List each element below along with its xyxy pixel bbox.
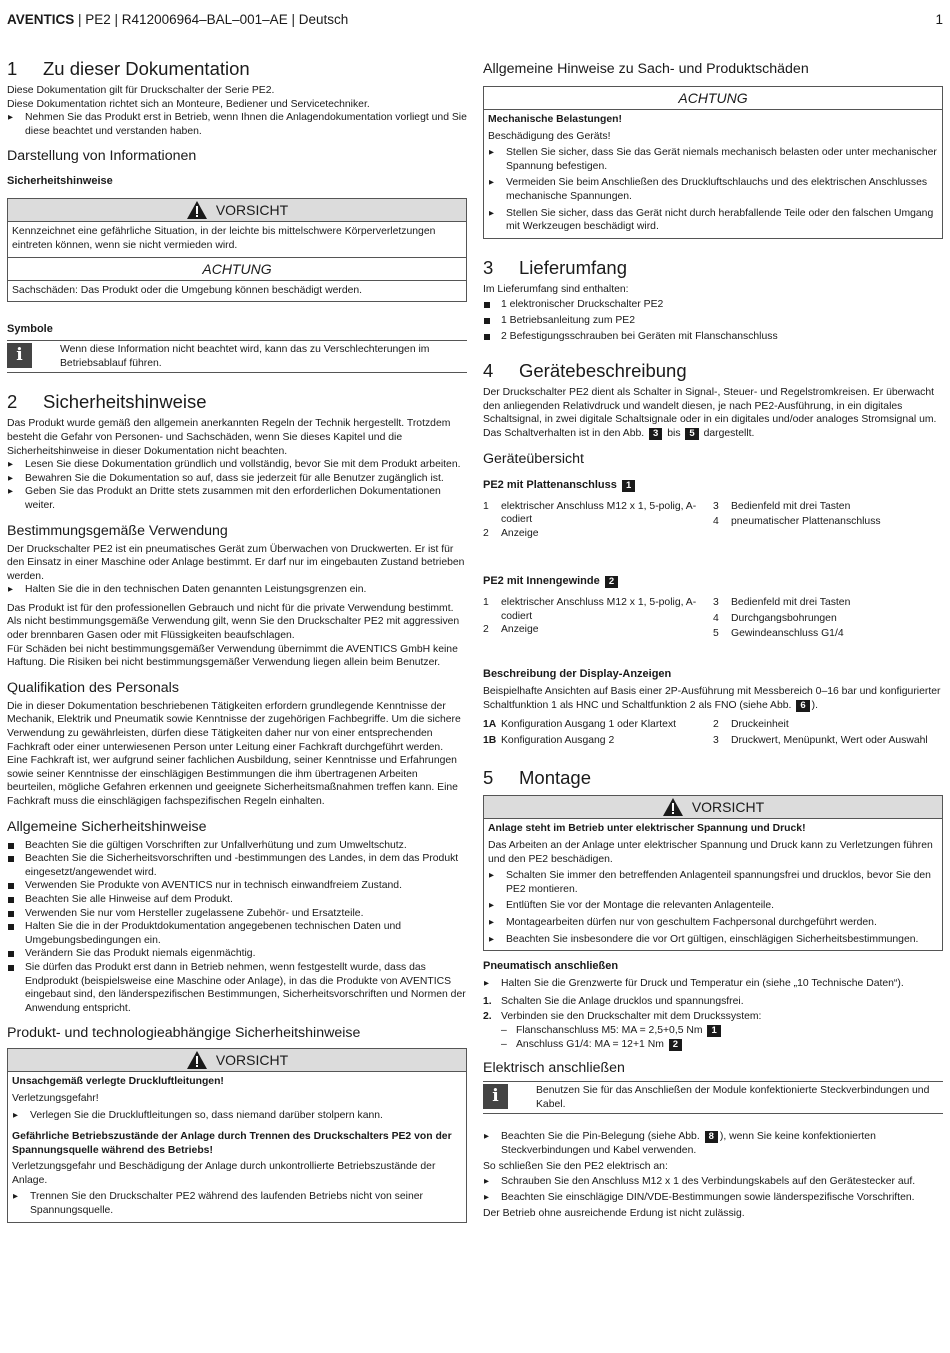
bullet-list (12, 1109, 462, 1123)
legend-item: 1 elektrischer Anschluss M12 x 1, 5-polig, A-codiert (483, 500, 697, 526)
vorsicht-body (8, 1072, 466, 1221)
bullet-list (483, 1130, 943, 1157)
info-text: Benutzen Sie für das Anschließen der Module konfektionierte Steckverbindungen und Kabel. (536, 1085, 930, 1110)
subheading-pneumatisch: Pneumatisch anschließen (483, 960, 619, 973)
achtung-text: Sachschäden: Das Produkt oder die Umgebung können beschädigt werden. (12, 284, 363, 296)
list-item: ▶ Beachten Sie insbesondere die vor Ort gültigen, einschlägigen Sicherheitsbestimmungen. (488, 933, 938, 947)
header-doc-info: | PE2 | R412006964–BAL–001–AE | Deutsch (74, 12, 349, 27)
subheading-elektrisch: Elektrisch anschließen (483, 1060, 625, 1077)
bullet-list (483, 1175, 943, 1204)
legend-item: 2 Druckeinheit (713, 719, 789, 731)
list-item: 1 Betriebsanleitung zum PE2 (483, 314, 943, 328)
paragraph: Der Betrieb ohne ausreichende Erdung ist nicht zulässig. (483, 1208, 745, 1220)
right-column (483, 58, 943, 1221)
legend-item: 2 Anzeige (483, 624, 539, 636)
list-item: ▶ Montagearbeiten dürfen nur von geschultem Fachpersonal durchgeführt werden. (488, 916, 938, 930)
list-item: ▶ Bewahren Sie die Dokumentation so auf, dass sie jederzeit für alle Benutzer zugänglich ist. (7, 472, 467, 486)
subheading-platte: PE2 mit Plattenanschluss 1 (483, 478, 943, 492)
paragraph: Eine Fachkraft ist, wer aufgrund seiner fachlichen Ausbildung, seiner Kenntnisse und Erfahrungen sowie seiner Kenntnisse der einschlägigen Bestimmungen die ihm übertragenen Arbeiten beurteilen, mögliche Gefahren erkennen und geeignete Sicherheitsmaßnahmen treffen kann. Eine Fachkraft muss die einschlägigen fachspezifischen Regeln einhalten. (7, 755, 458, 807)
list-item: Beachten Sie alle Hinweise auf dem Produkt. (7, 893, 467, 907)
list-item: Sie dürfen das Produkt erst dann in Betrieb nehmen, wenn festgestellt wurde, dass das Endprodukt (beispielsweise eine Maschine oder Anlage), in das die Produkte von AVENTICS eingebaut sind, den länderspezifischen Bestimmungen, Sicherheitsvorschriften und Normen der Anwendung entspricht. (7, 961, 467, 1015)
figure-ref: 5 (685, 428, 698, 440)
page-number: 1 (935, 12, 943, 27)
figure-ref: 3 (649, 428, 662, 440)
paragraph: Diese Dokumentation gilt für Druckschalter der Serie PE2. (7, 85, 275, 96)
subheading-darstellung: Darstellung von Informationen (7, 148, 197, 165)
list-item: Beachten Sie die Sicherheitsvorschriften und -bestimmungen des Landes, in dem das Produkt eingesetzt/angewendet wird. (7, 852, 467, 879)
list-item: Verändern Sie das Produkt niemals eigenmächtig. (7, 947, 467, 961)
list-item: ▶ Halten Sie die Grenzwerte für Druck und Temperatur ein (siehe „10 Technische Daten“). (483, 977, 943, 991)
legend-display (483, 718, 943, 747)
paragraph: Das Produkt wurde gemäß den allgemein anerkannten Regeln der Technik hergestellt. Trotzdem besteht die Gefahr von Personen- und Sachschäden, wenn Sie dieses Kapitel und die Sicherheitshinweise in dieser Dokumentation nicht beachten. (7, 418, 451, 457)
paragraph: Beispielhafte Ansichten auf Basis einer 2P-Ausführung mit Messbereich 0–16 bar und konfigurierter Schaltfunktion 1 als HNC und Schaltfunktion 2 als FNO (siehe Abb. 6 ). (483, 686, 941, 711)
list-item: 2 Befestigungsschrauben bei Geräten mit Flanschanschluss (483, 330, 943, 344)
legend-item: 3 Bedienfeld mit drei Tasten (713, 500, 851, 512)
step-list (483, 995, 943, 1024)
legend-item: 5 Gewindeanschluss G1/4 (713, 628, 844, 640)
paragraph: Für Schäden bei nicht bestimmungsgemäßer Verwendung übernimmt die AVENTICS GmbH keine Haftung. Die Risiken bei nicht bestimmungsgemäßer Verwendung liegen allein beim Benutzer. (7, 643, 458, 669)
list-item: Beachten Sie die gültigen Vorschriften zur Unfallverhütung und zum Umweltschutz. (7, 839, 467, 853)
list-item: – Flanschanschluss M5: MA = 2,5+0,5 Nm 1 (501, 1024, 943, 1038)
paragraph: Der Druckschalter PE2 ist ein pneumatisches Gerät zum Überwachen von Druckwerten. Er ist für den Einsatz in einer Maschine oder Anlage bestimmt. Er darf nur im eingebauten Zustand betrieben werden. (7, 543, 465, 582)
section-1-heading: 1 Zu dieser Dokumentation (7, 58, 250, 79)
vorsicht-header: VORSICHT (8, 1049, 466, 1072)
bullet-list (12, 1190, 462, 1217)
montage-vorsicht-box (483, 795, 943, 951)
list-item: ▶ Beachten Sie die Pin-Belegung (siehe Abb. 8 ), wenn Sie keine konfektionierten Steckverbindungen und Kabel verwenden. (483, 1130, 943, 1157)
bullet-list (7, 458, 467, 512)
paragraph: Die in dieser Dokumentation beschriebenen Tätigkeiten erfordern grundlegende Kenntnisse der Mechanik, Elektrik und Pneumatik sowie Kenntnisse der zugehörigen Fachbegriffe. Um die sichere Verwendung zu gewährleisten, dürfen diese Tätigkeiten daher nur von einer entsprechenden Fachkraft oder einer unterwiesenen Person unter Leitung einer Fachkraft durchgeführt werden. (7, 700, 461, 753)
legend-item: 4 Durchgangsbohrungen (713, 612, 837, 624)
legend-item: 1A Konfiguration Ausgang 1 oder Klartext (483, 719, 677, 731)
legend-item: 3 Bedienfeld mit drei Tasten (713, 597, 851, 609)
bullet-list (7, 583, 467, 597)
achtung-header: ACHTUNG (484, 87, 942, 110)
info-icon: i (483, 1084, 508, 1109)
dash-list (483, 1024, 943, 1051)
produkt-vorsicht-box (7, 1048, 467, 1222)
list-item: ▶ Geben Sie das Produkt an Dritte stets zusammen mit den erforderlichen Dokumentationen weiter. (7, 485, 467, 512)
vorsicht-text: Kennzeichnet eine gefährliche Situation, in der leichte bis mittelschwere Körperverletzungen eintreten können, wenn sie nicht vermieden wird. (12, 226, 436, 251)
legend-item: 1 elektrischer Anschluss M12 x 1, 5-polig, A-codiert (483, 597, 697, 622)
hazard-title: Gefährliche Betriebszustände der Anlage durch Trennen des Druckschalters PE2 von der Spannungsquelle während des Betriebs! (12, 1131, 452, 1156)
hazard-consequence: Beschädigung des Geräts! (488, 130, 611, 142)
legend-item: 3 Druckwert, Menüpunkt, Wert oder Auswahl (713, 734, 928, 746)
square-list (483, 298, 943, 343)
hazard-consequence: Verletzungsgefahr und Beschädigung der Anlage durch unkontrollierte Betriebszustände der Anlage. (12, 1161, 436, 1186)
hazard-consequence: Verletzungsgefahr! (12, 1092, 99, 1104)
subheading-symbole: Symbole (7, 323, 53, 336)
list-item: ▶ Halten Sie die in den technischen Daten genannten Leistungsgrenzen ein. (7, 583, 467, 597)
hazard-title: Unsachgemäß verlegte Druckluftleitungen! (12, 1076, 224, 1088)
subheading-bestimmung: Bestimmungsgemäße Verwendung (7, 522, 228, 539)
legend-platte (483, 500, 943, 541)
square-list (7, 839, 467, 1016)
warning-icon (186, 200, 208, 220)
list-item: ▶ Schrauben Sie den Anschluss M12 x 1 des Verbindungskabels auf den Gerätestecker auf. (483, 1175, 943, 1189)
vorsicht-header: VORSICHT (8, 199, 466, 222)
step-item: 2. Verbinden sie den Druckschalter mit dem Druckssystem: (483, 1011, 762, 1023)
achtung-header: ACHTUNG (8, 257, 466, 281)
left-column (7, 58, 467, 1223)
subheading-display: Beschreibung der Display-Anzeigen (483, 668, 672, 681)
legend-item: 4 pneumatischer Plattenanschluss (713, 516, 881, 528)
info-text: Wenn diese Information nicht beachtet wird, kann das zu Verschlechterungen im Betriebsablauf führen. (60, 344, 430, 369)
paragraph: So schließen Sie den PE2 elektrisch an: (483, 1160, 668, 1172)
list-item: Verwenden Sie nur vom Hersteller zugelassene Zubehör- und Ersatzteile. (7, 907, 467, 921)
paragraph: Diese Dokumentation richtet sich an Monteure, Bediener und Servicetechniker. (7, 98, 370, 110)
paragraph: Das Produkt ist für den professionellen Gebrauch und nicht für die private Verwendung bestimmt. (7, 602, 454, 614)
page-header (7, 11, 943, 28)
figure-ref: 1 (622, 480, 635, 492)
info-icon: i (7, 343, 32, 368)
warning-icon (186, 1050, 208, 1070)
subheading-innen: PE2 mit Innengewinde 2 (483, 574, 943, 588)
section-5-heading: 5 Montage (483, 767, 591, 789)
list-item: ▶ Beachten Sie einschlägige DIN/VDE-Bestimmungen sowie länderspezifische Vorschriften. (483, 1191, 943, 1205)
subheading-sicherheitshinweise: Sicherheitshinweise (7, 175, 113, 188)
bullet-list (488, 869, 938, 946)
warning-icon (662, 797, 684, 817)
bullet-list (488, 146, 938, 234)
list-item: Halten Sie die in der Produktdokumentation angegebenen technischen Daten und Umgebungsbedingungen ein. (7, 920, 467, 947)
paragraph: Der Druckschalter PE2 dient als Schalter in Signal-, Steuer- und Regelstromkreisen. Er überwacht den anliegenden Relativdruck und wandelt diesen, je nach PE2-Ausführung, in ein digitales Schaltsignal, in zwei digitale Schaltsignale oder in ein digitales und/oder analoges Stromsignal um. Das Schaltverhalten ist in den Abb. 3 bis 5 dargestellt. (483, 387, 937, 439)
figure-ref: 6 (796, 700, 809, 712)
info-note (7, 340, 467, 373)
subheading-produkt: Produkt- und technologieabhängige Sicherheitshinweise (7, 1025, 361, 1042)
achtung-body (484, 110, 942, 238)
legend-item: 2 Anzeige (483, 527, 539, 539)
list-item: – Anschluss G1/4: MA = 12+1 Nm 2 (501, 1038, 943, 1052)
legend-innen (483, 596, 943, 641)
subheading-qualifikation: Qualifikation des Personals (7, 679, 179, 696)
list-item: Verwenden Sie Produkte von AVENTICS nur in technisch einwandfreiem Zustand. (7, 879, 467, 893)
list-item: ▶ Stellen Sie sicher, dass Sie das Gerät niemals mechanisch belasten oder unter mechanischer Spannung befestigen. (488, 146, 938, 173)
vorsicht-body (484, 819, 942, 950)
subheading-uebersicht: Geräteübersicht (483, 450, 584, 467)
list-item: ▶ Schalten Sie immer den betreffenden Anlagenteil spannungsfrei und drucklos, bevor Sie den PE2 montieren. (488, 869, 938, 896)
info-note (483, 1081, 943, 1114)
hazard-title: Anlage steht im Betrieb unter elektrischer Spannung und Druck! (488, 823, 806, 835)
hazard-title: Mechanische Belastungen! (488, 114, 622, 125)
legend-item: 1B Konfiguration Ausgang 2 (483, 734, 615, 746)
list-item: ▶ Entlüften Sie vor der Montage die relevanten Anlagenteile. (488, 899, 938, 913)
list-item: 1 elektronischer Druckschalter PE2 (483, 298, 943, 312)
vorsicht-box (7, 198, 467, 302)
figure-ref: 2 (605, 576, 618, 588)
subheading-allgemein: Allgemeine Sicherheitshinweise (7, 818, 207, 835)
list-item: ▶ Stellen Sie sicher, dass das Gerät nicht durch herabfallende Teile oder den falschen Umgang mit Werkzeugen beschädigt wird. (488, 207, 938, 234)
list-item: ▶ Vermeiden Sie beim Anschließen des Druckluftschlauchs und des elektrischen Anschlusses mechanische Spannungen. (488, 176, 938, 203)
list-item: ▶ Nehmen Sie das Produkt erst in Betrieb, wenn Ihnen die Anlagendokumentation vorliegt und Sie diese beachtet und verstanden haben. (7, 111, 467, 138)
subheading-sach: Allgemeine Hinweise zu Sach- und Produktschäden (483, 61, 809, 77)
bullet-list (7, 111, 467, 138)
achtung-box (483, 86, 943, 239)
hazard-consequence: Das Arbeiten an der Anlage unter elektrischer Spannung und Druck kann zu Verletzungen führen und den PE2 beschädigen. (488, 840, 933, 865)
vorsicht-header: VORSICHT (484, 796, 942, 819)
list-item: ▶ Lesen Sie diese Dokumentation gründlich und vollständig, bevor Sie mit dem Produkt arbeiten. (7, 458, 467, 472)
figure-ref: 1 (707, 1025, 720, 1037)
bullet-list (483, 977, 943, 991)
brand-name: AVENTICS (7, 12, 75, 27)
list-item: ▶ Verlegen Sie die Druckluftleitungen so, dass niemand darüber stolpern kann. (12, 1109, 462, 1123)
section-3-heading: 3 Lieferumfang (483, 256, 627, 278)
figure-ref: 2 (669, 1039, 682, 1051)
figure-ref: 8 (705, 1131, 718, 1143)
paragraph: Als nicht bestimmungsgemäße Verwendung gilt, wenn Sie den Druckschalter PE2 mit aggressiven oder brennbaren Gasen oder mit Flüssigkeiten beaufschlagen. (7, 616, 460, 642)
paragraph: Im Lieferumfang sind enthalten: (483, 283, 629, 295)
section-2-heading: 2 Sicherheitshinweise (7, 391, 207, 413)
step-item: 1. Schalten Sie die Anlage drucklos und spannungsfrei. (483, 995, 744, 1007)
section-4-heading: 4 Gerätebeschreibung (483, 360, 687, 382)
list-item: ▶ Trennen Sie den Druckschalter PE2 während des laufenden Betriebs nicht von seiner Spannungsquelle. (12, 1190, 462, 1217)
